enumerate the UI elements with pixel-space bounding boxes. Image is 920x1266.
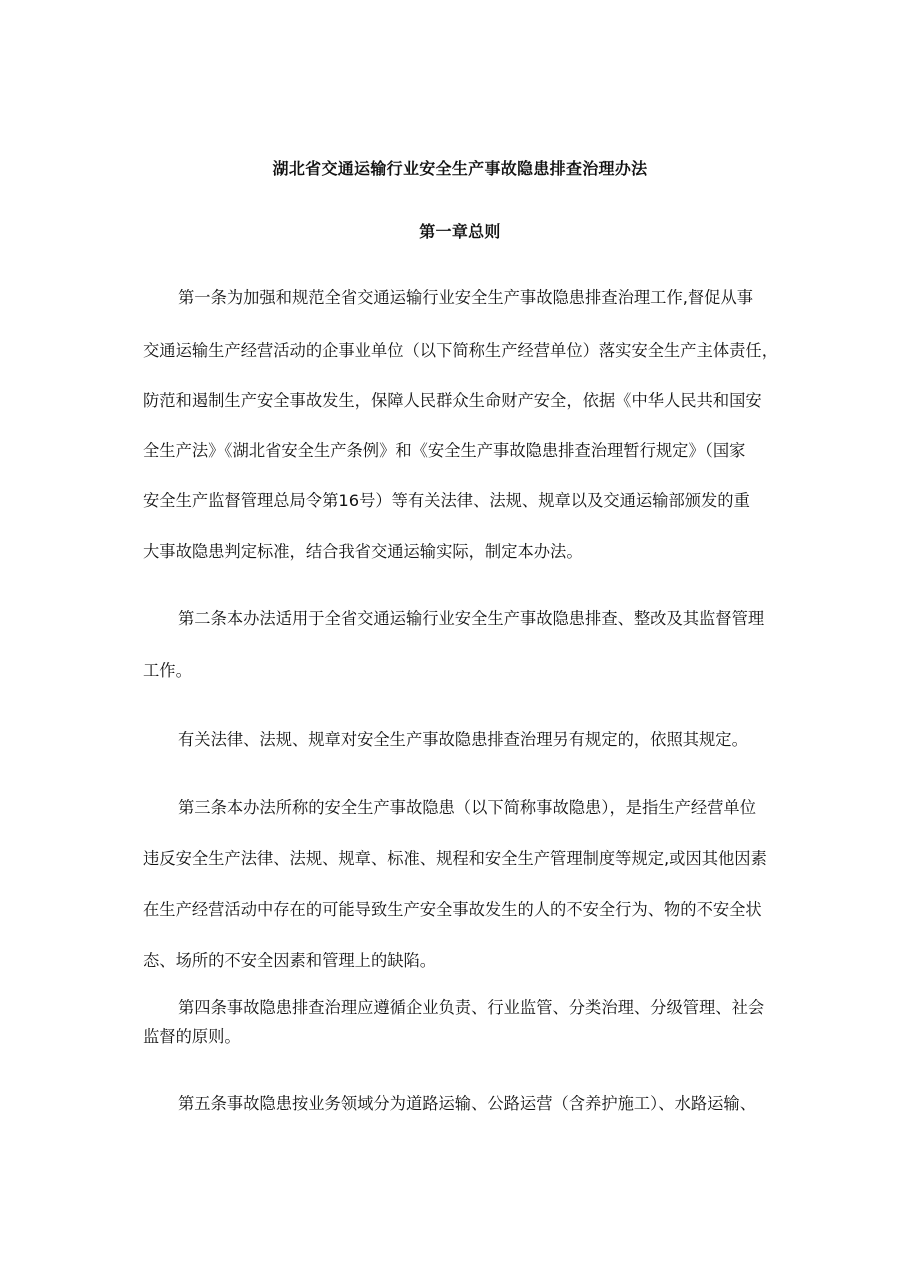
article-4-line-2: 监督的原则。 <box>143 1027 241 1046</box>
article-1-line-3: 防范和遏制生产安全事故发生，保障人民群众生命财产安全，依据《中华人民共和国安 <box>143 391 762 410</box>
article-1-line-1: 第一条为加强和规范全省交通运输行业安全生产事故隐患排查治理工作,督促从事 <box>178 288 754 307</box>
article-5-line-1: 第五条事故隐患按业务领域分为道路运输、公路运营（含养护施工）、水路运输、 <box>178 1094 756 1113</box>
article-2-line-2: 工作。 <box>143 661 192 680</box>
article-1-line-4: 全生产法》《湖北省安全生产条例》和《安全生产事故隐患排查治理暂行规定》（国家 <box>143 441 746 460</box>
article-2-paragraph-2: 有关法律、法规、规章对安全生产事故隐患排查治理另有规定的，依照其规定。 <box>178 730 748 749</box>
article-2-line-1: 第二条本办法适用于全省交通运输行业安全生产事故隐患排查、整改及其监督管理 <box>178 609 765 628</box>
article-1-line-6: 大事故隐患判定标准，结合我省交通运输实际，制定本办法。 <box>143 542 583 561</box>
article-4-line-1: 第四条事故隐患排查治理应遵循企业负责、行业监管、分类治理、分级管理、社会 <box>178 998 765 1017</box>
chapter-title: 第一章总则 <box>419 222 501 241</box>
document-title: 湖北省交通运输行业安全生产事故隐患排查治理办法 <box>272 159 648 178</box>
article-3-line-3: 在生产经营活动中存在的可能导致生产安全事故发生的人的不安全行为、物的不安全状 <box>143 900 762 919</box>
article-3-line-4: 态、场所的不安全因素和管理上的缺陷。 <box>143 951 437 970</box>
article-1-line-5: 安全生产监督管理总局令第16号）等有关法律、法规、规章以及交通运输部颁发的重 <box>143 491 750 510</box>
article-3-line-1: 第三条本办法所称的安全生产事故隐患（以下简称事故隐患），是指生产经营单位 <box>178 798 756 817</box>
article-1-line-2: 交通运输生产经营活动的企事业单位（以下简称生产经营单位）落实安全生产主体责任， <box>143 341 778 360</box>
article-3-line-2: 违反安全生产法律、法规、规章、标准、规程和安全生产管理制度等规定,或因其他因素 <box>143 849 767 868</box>
